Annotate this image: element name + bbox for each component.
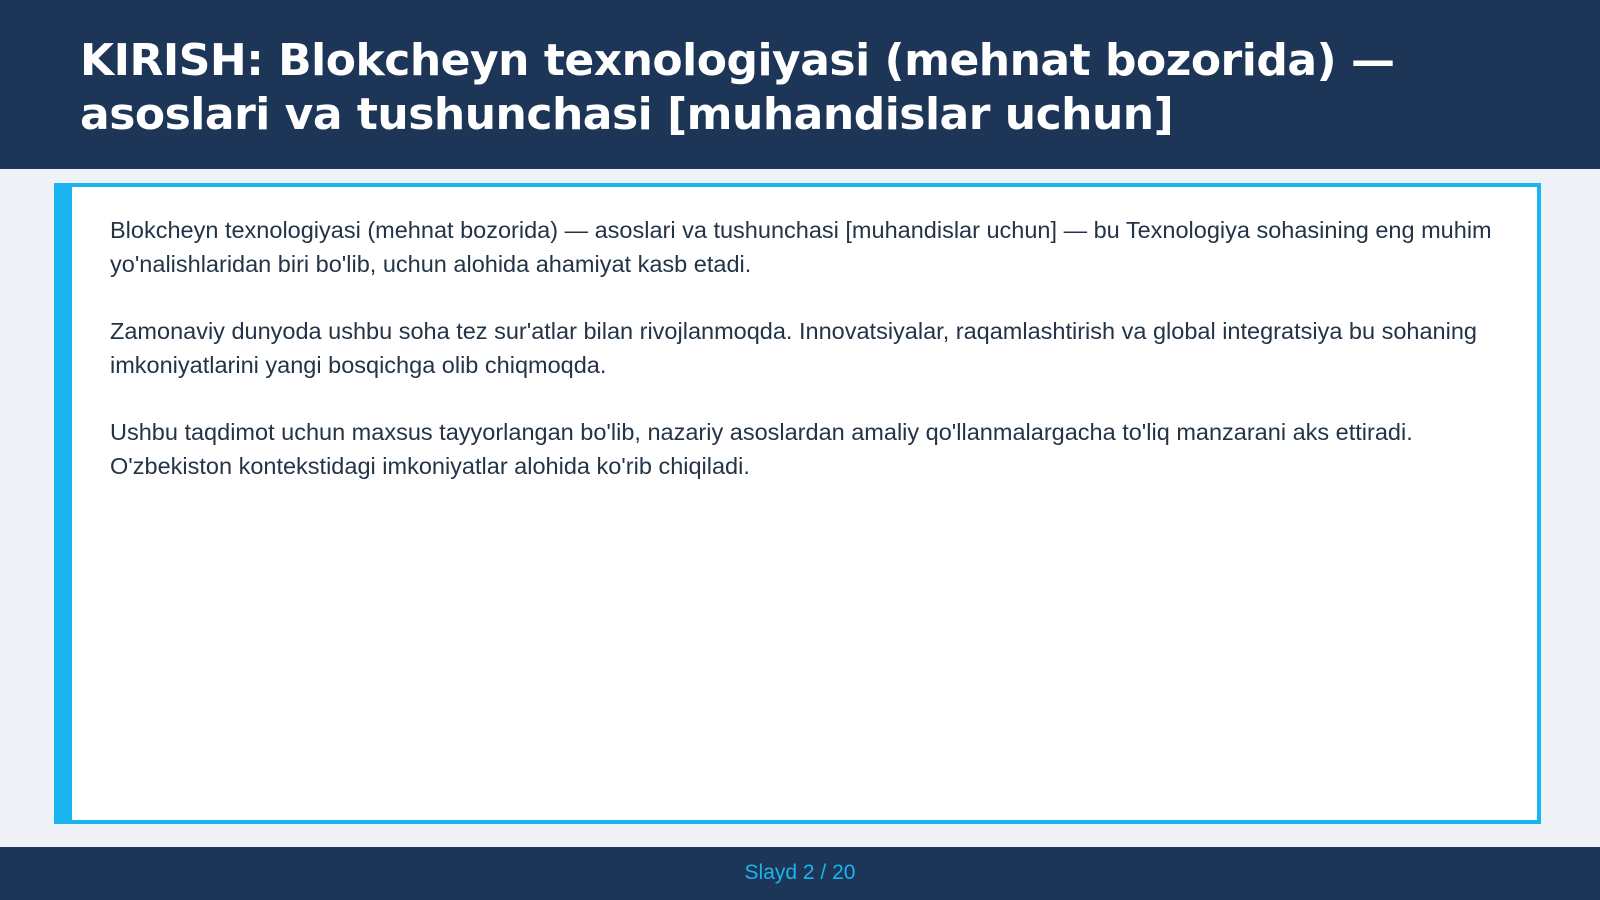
paragraph-intro: Blokcheyn texnologiyasi (mehnat bozorida) — asoslari va tushunchasi [muhandislar uchun] — bu Texnologiya sohasining eng muhim yo'nalishlaridan biri bo'lib, uchun alohida ahamiyat kasb etadi.: [110, 217, 1492, 277]
slide-title: KIRISH: Blokcheyn texnologiyasi (mehnat bozorida) — asoslari va tushunchasi [muhandislar uchun]: [80, 35, 1395, 140]
paragraph-modern-world: Zamonaviy dunyoda ushbu soha tez sur'atlar bilan rivojlanmoqda. Innovatsiyalar, raqamlashtirish va global integratsiya bu sohaning imkoniyatlarini yangi bosqichga olib chiqmoqda.: [110, 318, 1477, 378]
slide-counter: Slayd 2 / 20: [744, 861, 856, 884]
paragraph-presentation-scope: Ushbu taqdimot uchun maxsus tayyorlangan bo'lib, nazariy asoslardan amaliy qo'llanmalargacha to'liq manzarani aks ettiradi. O'zbekiston kontekstidagi imkoniyatlar alohida ko'rib chiqiladi.: [110, 419, 1413, 479]
content-body: [110, 213, 1500, 516]
slide-footer: [0, 847, 1600, 900]
content-card: [54, 183, 1541, 824]
slide-header: [0, 0, 1600, 169]
